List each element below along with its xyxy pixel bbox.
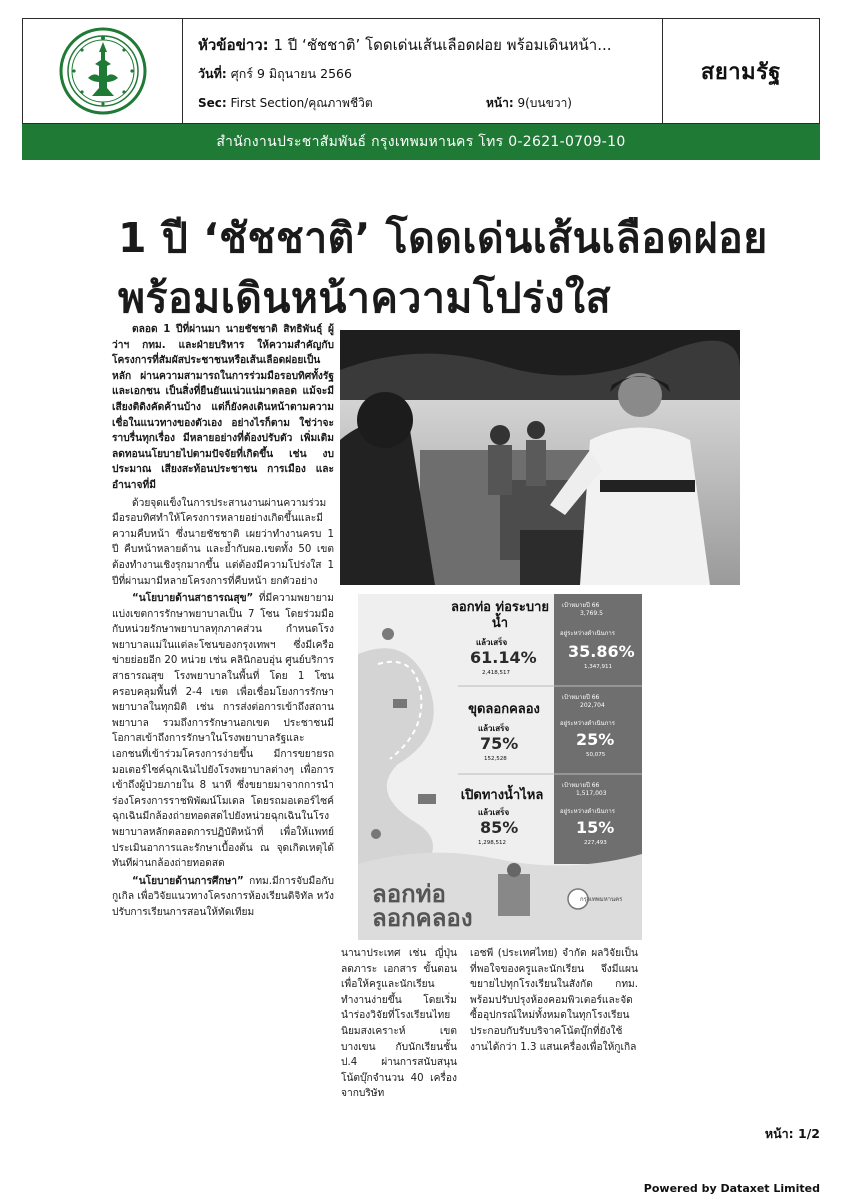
infographic-org: กรุงเทพมหานคร <box>580 896 623 903</box>
info-item-3-title: เปิดทางน้ำไหล <box>460 788 544 803</box>
news-photo <box>340 330 740 585</box>
info-item-1-progress-amt: 1,347,911 <box>584 664 612 670</box>
contact-band: สำนักงานประชาสัมพันธ์ กรุงเทพมหานคร โทร 0-2621-0709-10 <box>22 124 820 160</box>
info-item-3-target-label: เป้าหมายปี 66 <box>562 782 600 789</box>
info-item-3-done-label: แล้วเสร็จ <box>478 808 510 817</box>
info-item-1-done-amt: 2,418,517 <box>482 670 510 676</box>
info-item-1-progress-label: อยู่ระหว่างดำเนินการ <box>560 630 615 637</box>
education-subhead: “นโยบายด้านการศึกษา” <box>132 875 244 887</box>
health-paragraph <box>112 591 334 872</box>
section-row <box>198 94 373 113</box>
newspaper-name: สยามรัฐ <box>700 59 782 85</box>
health-text: ที่มีความพยายามแบ่งเขตการรักษาพยาบาลเป็น 7 โซน โดยร่วมมือกับหน่วยรักษาพยาบาลทุกภาคส่วน กำหนดโรงพยาบาลแม่ในแต่ละโซนของกรุงเทพฯ ซึ่งมีเครือข่ายย่อยอีก 20 หน่วย เช่น คลินิกอบอุ่น ศูนย์บริการสาธารณสุข โรงพยาบาลในพื้นที่ โดย 1 โซนครอบคลุมพื้นที่ 2-4 เขต เพื่อเชื่อมโยงการรักษาพยาบาลในทุกมิติ เช่น การส่งต่อการเข้าถึงสถานพยาบาล รวมถึงการรักษานอกเขต ประชาชนมีโอกาสเข้าถึงการรักษาในโรงพยาบาลรัฐและเอกชนที่เข้าร่วมโครงการง่ายขึ้น มีการขยายรถมอเตอร์ไซค์ฉุกเฉินไปยังโรงพยาบาลต่างๆ เพื่อการเข้าถึงผู้ป่วยภายใน 8 นาที ซึ่งขยายมาจากการนำร่องโครงการราชพิพัฒน์โมเดล โดยรถมอเตอร์ไซค์ฉุกเฉินมีกล้องถ่ายทอดสดไปยังหน่วยฉุกเฉินในโรงพยาบาลหลักตลอดการปฏิบัติหน้าที่ เพื่อให้แพทย์ประเมินอาการและรักษาเบื้องต้น ณ จุดเกิดเหตุได้ทันทีผ่านกล้องถ่ายทอดสด <box>112 593 334 870</box>
info-item-3-done-pct: 85% <box>480 818 519 837</box>
section-label: Sec: <box>198 96 227 110</box>
bma-seal-icon <box>58 26 148 116</box>
article-column-2 <box>341 946 457 1126</box>
info-item-2-title: ขุดลอกคลอง <box>468 702 540 717</box>
headline-label: หัวข้อข่าว: <box>198 36 269 54</box>
section-value: First Section/คุณภาพชีวิต <box>230 96 373 110</box>
info-item-2-done-pct: 75% <box>480 734 519 753</box>
clipping-info <box>184 19 662 123</box>
powered-by: Powered by Dataxet Limited <box>643 1182 820 1195</box>
info-item-3-target-amt: 1,517,003 <box>576 790 607 797</box>
headline-value: 1 ปี ‘ชัชชาติ’ โดดเด่นเส้นเลือดฝอย พร้อมเดินหน้า... <box>273 36 612 54</box>
info-item-2-progress-pct: 25% <box>576 730 615 749</box>
info-item-1-done-pct: 61.14% <box>470 648 537 667</box>
date-value: ศุกร์ 9 มิถุนายน 2566 <box>230 66 352 81</box>
governor-photo-image <box>340 330 740 585</box>
info-item-1-done-label: แล้วเสร็จ <box>476 638 508 647</box>
page-ref <box>486 94 572 113</box>
page-number: หน้า: 1/2 <box>764 1126 820 1141</box>
newspaper-cell <box>662 19 819 123</box>
paragraph-2: ด้วยจุดแข็งในการประสานงานผ่านความร่วมมือรอบทิศทำให้โครงการหลายอย่างเกิดขึ้นและมีความคืบหน้า ซึ่งนายชัชชาติ เผยว่าทำงานครบ 1 ปี คืบหน้าหลายด้าน และย้ำกับผอ.เขตทั้ง 50 เขตต้องทำงานเชิงรุกมากขึ้น แต่ต้องมีความโปร่งใส 1 ปีที่ผ่านมามีหลายโครงการที่คืบหน้า ยกตัวอย่าง <box>112 497 334 587</box>
info-item-2-progress-amt: 50,075 <box>586 752 606 758</box>
lead-paragraph: ตลอด 1 ปีที่ผ่านมา นายชัชชาติ สิทธิพันธุ์ ผู้ว่าฯ กทม. และฝ่ายบริหาร ให้ความสำคัญกับโครงการที่สัมผัสประชาชนหรือเส้นเลือดฝอยเป็นหลัก ผ่านความสามารถในการร่วมมือรอบทิศทั้งรัฐและเอกชน เป็นสิ่งที่ยืนยันแน่วแน่มาตลอด แม้จะมีเสียงติดิงคัดค้านบ้าง แต่ก็ยังคงเดินหน้าตามความเชื่อในแนวทางของตัวเอง อย่างไรก็ตาม ใช่ว่าจะราบรื่นทุกเรื่อง มีหลายอย่างที่ต้องปรับตัว เพิ่มเติม ลดทอนนโยบายไปตามปัจจัยที่เกิดขึ้น เช่น งบประมาณ เสียงสะท้อนประชาชน การเมือง และอำนาจที่มี <box>112 324 334 491</box>
headline-line-1: 1 ปี ‘ชัชชาติ’ โดดเด่นเส้นเลือดฝอย <box>118 214 768 262</box>
education-text: กทม.มีการจับมือกับกูเกิล เพื่อวิจัยแนวทางโครงการห้องเรียนดิจิทัล หวังปรับการเรียนการสอนให้ทัดเทียม <box>112 875 334 918</box>
info-item-2-target-amt: 202,704 <box>580 702 605 709</box>
article-column-3 <box>470 946 638 1126</box>
page-value: 9(บนขวา) <box>517 96 572 110</box>
info-item-3-progress-amt: 227,493 <box>584 840 607 846</box>
info-item-1-target-label: เป้าหมายปี 66 <box>562 602 600 609</box>
info-item-2-done-amt: 152,528 <box>484 756 507 762</box>
infographic-footer-line-1: ลอกท่อ <box>372 880 446 908</box>
article-headline <box>118 208 818 328</box>
info-item-3-progress-pct: 15% <box>576 818 615 837</box>
info-item-2-target-label: เป้าหมายปี 66 <box>562 694 600 701</box>
info-item-3-progress-label: อยู่ระหว่างดำเนินการ <box>560 808 615 815</box>
info-item-3 <box>358 774 642 864</box>
info-item-1-progress-pct: 35.86% <box>568 642 635 661</box>
headline-row <box>198 33 612 57</box>
infographic-footer-title <box>372 882 473 930</box>
info-item-1 <box>358 594 642 686</box>
column-2-text: นานาประเทศ เช่น ญี่ปุ่น ลดภาระ เอกสาร ขั้นตอน เพื่อให้ครูและนักเรียนทำงานง่ายขึ้น โดยเริ่มนำร่องวิจัยที่โรงเรียนไทยนิยมสงเคราะห์ เขตบางเขน กับนักเรียนชั้น ป.4 ผ่านการสนับสนุนโน้ตบุ๊กจำนวน 40 เครื่อง จากบริษัท <box>341 948 457 1100</box>
info-item-2-progress-label: อยู่ระหว่างดำเนินการ <box>560 720 615 727</box>
info-item-2-done-label: แล้วเสร็จ <box>478 724 510 733</box>
drainage-infographic <box>358 594 642 940</box>
infographic-footer-line-2: ลอกคลอง <box>372 904 473 932</box>
column-3-text: เอชพี (ประเทศไทย) จำกัด ผลวิจัยเป็นที่พอใจของครูและนักเรียน จึงมีแผนขยายไปทุกโรงเรียนในสังกัด กทม. พร้อมปรับปรุงห้องคอมพิวเตอร์และจัดซื้ออุปกรณ์ใหม่ทั้งหมดในทุกโรงเรียน ประกอบกับรับบริจาคโน้ตบุ๊กที่ยังใช้งานได้กว่า 1.3 แสนเครื่องเพื่อให้กูเกิล <box>470 948 638 1053</box>
logo-cell <box>23 19 183 123</box>
clipping-header <box>22 18 820 124</box>
date-row <box>198 64 352 84</box>
page-label: หน้า: <box>486 96 514 110</box>
info-item-1-target-amt: 3,769.5 <box>580 610 603 617</box>
info-item-2 <box>358 686 642 774</box>
headline-line-2: พร้อมเดินหน้าความโปร่งใส <box>118 274 612 322</box>
education-paragraph <box>112 874 334 921</box>
date-label: วันที่: <box>198 66 227 81</box>
info-item-1-title: ลอกท่อ ท่อระบายน้ำ <box>450 600 550 631</box>
health-subhead: “นโยบายด้านสาธารณสุข” <box>132 593 254 605</box>
info-item-3-done-amt: 1,298,512 <box>478 840 506 846</box>
article-column-1 <box>112 322 334 1122</box>
